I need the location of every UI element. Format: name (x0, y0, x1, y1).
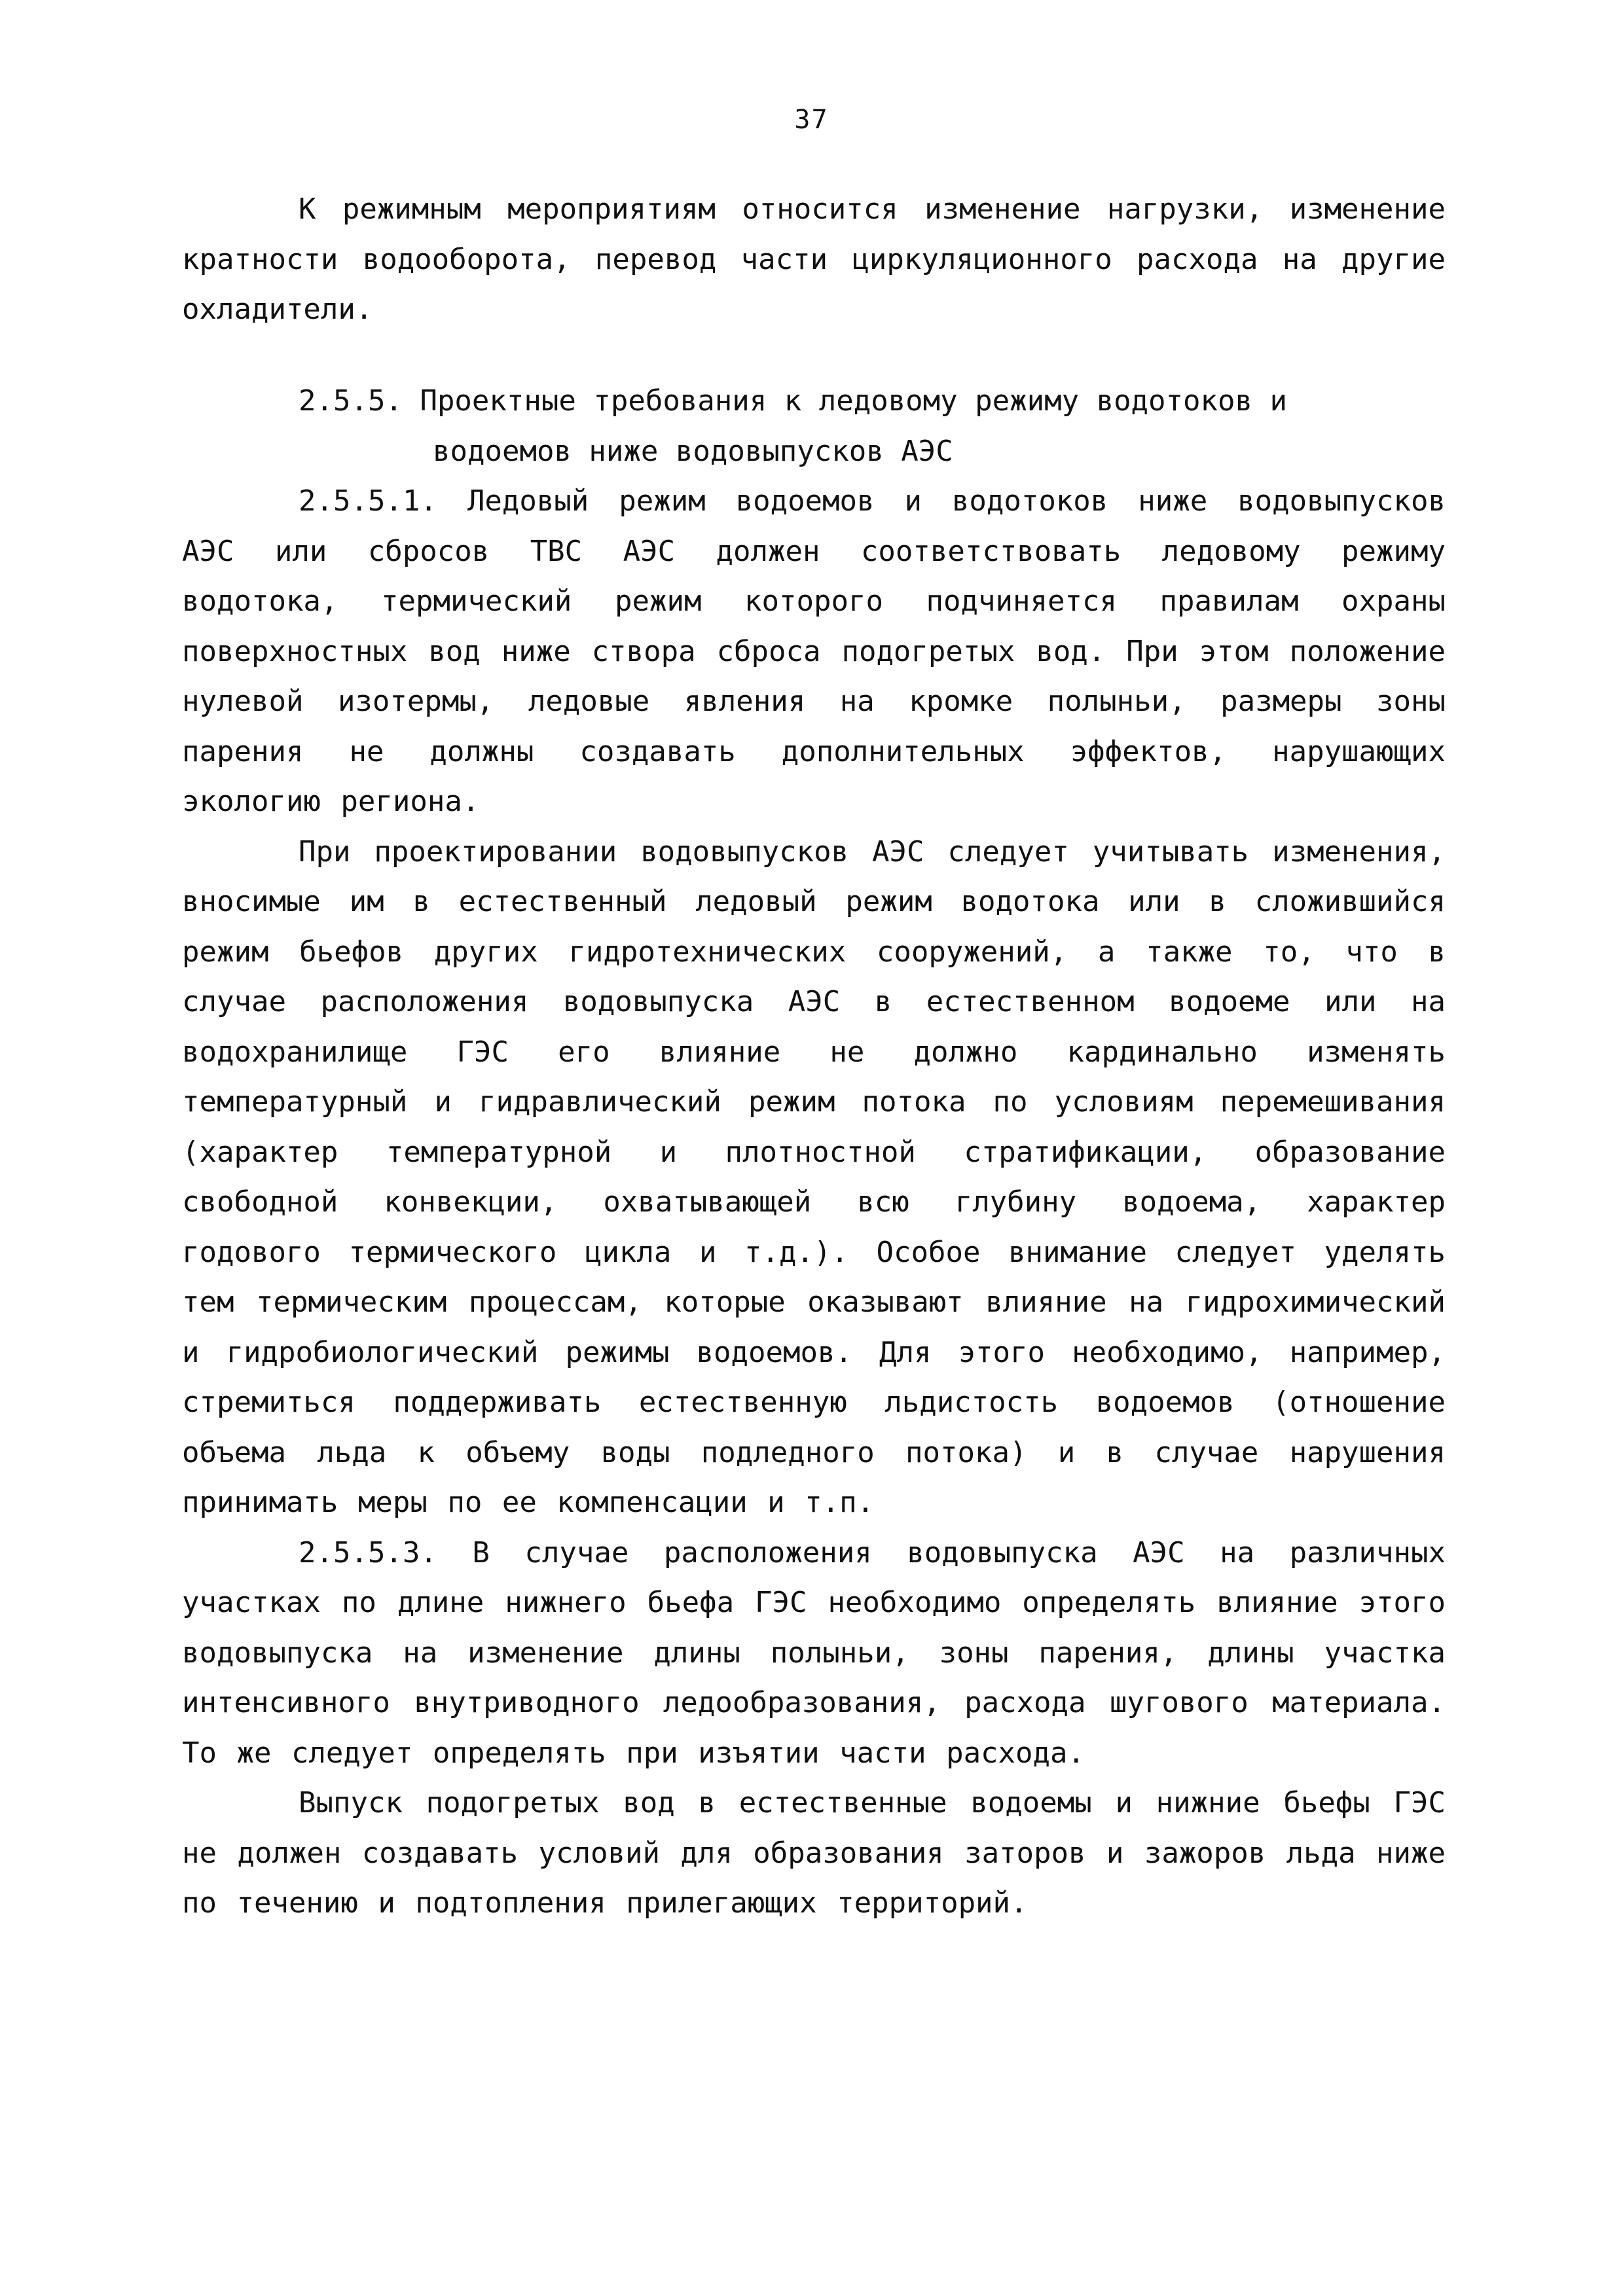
intro-text-block (182, 185, 1446, 335)
section-title-line2: водоемов ниже водовыпусков АЭС (433, 434, 953, 468)
main-text-block (182, 476, 1446, 1929)
section-number: 2.5.5. (299, 384, 403, 418)
section-title-line1: Проектные требования к ледовому режиму водотоков и (420, 384, 1287, 418)
paragraph-2-5-5-3: 2.5.5.3. В случае расположения водовыпуска АЭС на различных участках по длине нижнего бьефа ГЭС необходимо определять влияние этого водовыпуска на изменение длины полыньи, зоны парения, длины участка интенсивного внутриводного ледообразования, расхода шугового материала. То же следует определять при изъятии части расхода. (182, 1535, 1446, 1770)
paragraph-regime-measures: К режимным мероприятиям относится изменение нагрузки, изменение кратности водооборота, перевод части циркуляционного расхода на другие охладители. (182, 192, 1446, 326)
paragraph-2-5-5-1: 2.5.5.1. Ледовый режим водоемов и водотоков ниже водовыпусков АЭС или сбросов ТВС АЭС должен соответствовать ледовому режиму водотока, термический режим которого подчиняется правилам охраны поверхностных вод ниже створа сброса подогретых вод. При этом положение нулевой изотермы, ледовые явления на кромке полыньи, размеры зоны парения не должны создавать дополнительных эффектов, нарушающих экологию региона. (182, 484, 1446, 818)
paragraph-design-considerations: При проектировании водовыпусков АЭС следует учитывать изменения, вносимые им в естественный ледовый режим водотока или в сложившийся режим бьефов других гидротехнических сооружений, а также то, что в случае расположения водовыпуска АЭС в естественном водоеме или на водохранилище ГЭС его влияние не должно кардинально изменять температурный и гидравлический режим потока по условиям перемешивания (характер температурной и плотностной стратификации, образование свободной конвекции, охватывающей всю глубину водоема, характер годового термического цикла и т.д.). Особое внимание следует уделять тем термическим процессам, которые оказывают влияние на гидрохимический и гидробиологический режимы водоемов. Для этого необходимо, например, стремиться поддерживать естественную льдистость водоемов (отношение объема льда к объему воды подледного потока) и в случае нарушения принимать меры по ее компенсации и т.п. (182, 834, 1446, 1519)
paragraph-heated-water-release: Выпуск подогретых вод в естественные водоемы и нижние бьефы ГЭС не должен создавать условий для образования заторов и зажоров льда ниже по течению и подтопления прилегающих территорий. (182, 1786, 1446, 1920)
page-number: 37 (794, 105, 829, 135)
section-heading (299, 376, 1451, 476)
